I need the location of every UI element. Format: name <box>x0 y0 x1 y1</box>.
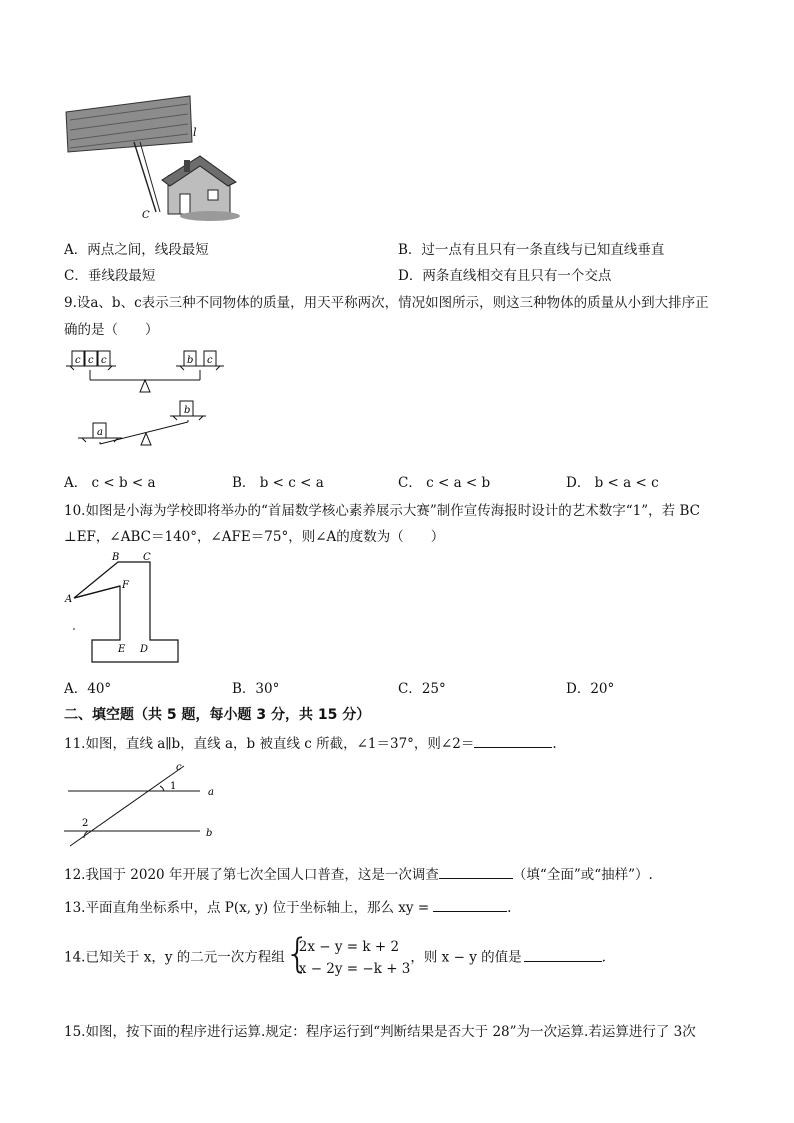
q13-answer-blank <box>433 897 507 912</box>
balance-2 <box>78 401 206 445</box>
weight-c-4: c <box>207 355 213 366</box>
point-b: B <box>112 552 120 563</box>
label-c: C <box>142 210 150 221</box>
section-2-title: 二、填空题（共 5 题，每小题 3 分，共 15 分） <box>64 707 371 723</box>
q14-equation-system <box>291 936 411 980</box>
weight-b-1: b <box>187 355 194 366</box>
weight-c-3: c <box>101 355 107 366</box>
line-c <box>70 766 184 846</box>
q10-text-line2: ⊥EF，∠ABC＝140°，∠AFE＝75°，则∠A的度数为（ ） <box>64 529 445 545</box>
house-shape <box>162 156 240 221</box>
weight-a-1: a <box>97 427 103 438</box>
q11-parallel-lines-figure <box>60 756 230 852</box>
q11-text: 11.如图，直线 a∥b，直线 a，b 被直线 c 所截，∠1＝37°，则∠2＝ . <box>64 732 557 752</box>
q12-answer-blank <box>439 864 513 879</box>
point-c: C <box>143 552 151 563</box>
q10-digit-one-figure <box>60 548 190 668</box>
point-a: A <box>65 594 73 605</box>
label-a: a <box>208 787 214 798</box>
point-f: F <box>122 580 129 591</box>
q9-option-a: A． c < b < a <box>64 475 156 491</box>
point-e: E <box>118 644 126 655</box>
q8-option-a: A．两点之间，线段最短 <box>64 242 209 258</box>
q8-option-b: B．过一点有且只有一条直线与已知直线垂直 <box>398 242 665 258</box>
q10-option-b: B．30° <box>232 681 280 697</box>
label-c: c <box>176 762 182 773</box>
q11-question: 11.如图，直线 a∥b，直线 a，b 被直线 c 所截，∠1＝37°，则∠2＝ <box>64 736 475 752</box>
balance-1 <box>66 351 224 392</box>
q14-answer-blank <box>524 947 602 962</box>
path-line-2 <box>140 142 160 212</box>
q9-option-b: B． b < c < a <box>232 475 324 491</box>
q11-answer-blank <box>474 733 552 748</box>
q9-balance-figure <box>60 344 240 460</box>
point-d: D <box>140 644 149 655</box>
q13-question: 13.平面直角坐标系中，点 P(x, y) 位于坐标轴上，那么 xy = <box>64 900 430 916</box>
q8-option-c: C．垂线段最短 <box>64 268 156 284</box>
q10-option-d: D．20° <box>566 681 615 697</box>
q10-text-line1: 10.如图是小海为学校即将举办的“首届数学核心素养展示大赛”制作宣传海报时设计的艺术数字“1”，若 BC <box>64 503 700 519</box>
q9-option-c: C． c < a < b <box>398 475 491 491</box>
q10-option-a: A．40° <box>64 681 112 697</box>
q9-option-d: D． b < a < c <box>566 475 659 491</box>
label-l: l <box>193 126 197 139</box>
weight-c-2: c <box>88 355 94 366</box>
q10-option-c: C．25° <box>398 681 446 697</box>
q8-figure <box>60 90 250 230</box>
path-line <box>134 142 156 212</box>
weight-b-2: b <box>184 405 191 416</box>
q14-eq1: { 2x − y = k + 2 <box>298 939 400 955</box>
label-b: b <box>206 828 213 839</box>
q8-option-d: D．两条直线相交有且只有一个交点 <box>398 268 612 284</box>
q15-text: 15.如图，按下面的程序进行运算.规定：程序运行到“判断结果是否大于 28”为一次运算.若运算进行了 3次 <box>64 1024 696 1040</box>
digit-one-outline <box>74 562 178 662</box>
angle-1-label: 1 <box>170 781 177 792</box>
q9-text-line2: 确的是（ ） <box>64 322 159 338</box>
weight-c-1: c <box>75 355 81 366</box>
q13-text: 13.平面直角坐标系中，点 P(x, y) 位于坐标轴上，那么 xy = . <box>64 896 511 916</box>
q14-question-a: 14.已知关于 x，y 的二元一次方程组 <box>64 949 285 966</box>
q12-text: 12.我国于 2020 年开展了第七次全国人口普查，这是一次调查 （填“全面”或“抽样”）. <box>64 863 653 883</box>
angle-2-label: 2 <box>82 818 89 829</box>
q14-eq2: x − 2y = −k + 3 <box>298 961 411 977</box>
q12-question: 12.我国于 2020 年开展了第七次全国人口普查，这是一次调查 <box>64 867 439 883</box>
wall-shape <box>66 96 192 152</box>
q14-question-b: ，则 x − y 的值是 <box>410 949 522 966</box>
q9-text-line1: 9.设a、b、c表示三种不同物体的质量，用天平称两次，情况如图所示，则这三种物体的质量从小到大排序正 <box>64 295 709 311</box>
q14-text: 14.已知关于 x，y 的二元一次方程组 { 2x − y = k + 2 x − 2y = −k + 3 ，则 x − y 的值是 . <box>64 936 606 980</box>
